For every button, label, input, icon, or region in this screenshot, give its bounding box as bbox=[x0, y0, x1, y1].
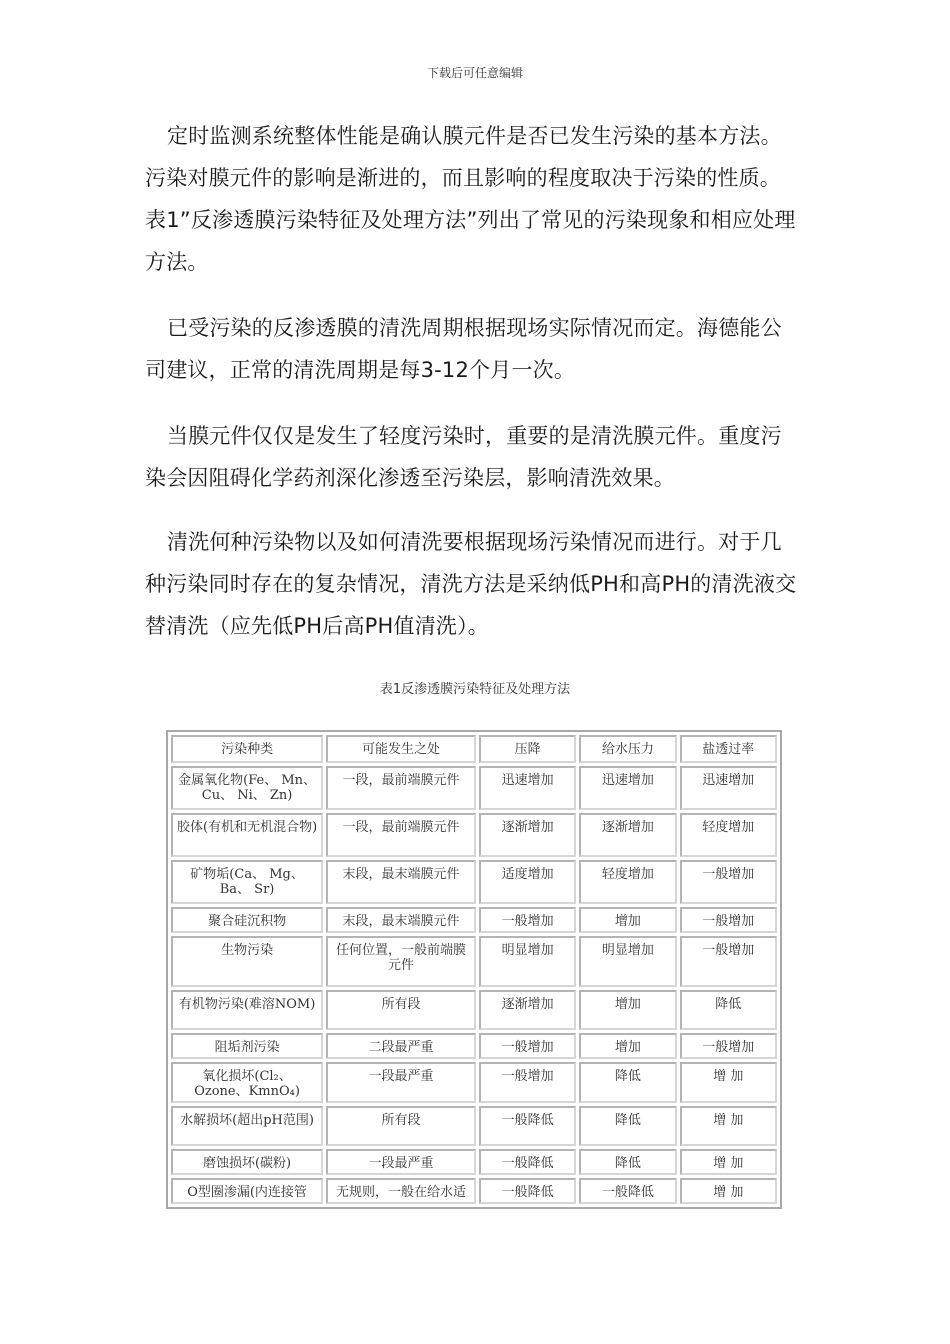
table-cell: 磨蚀损坏(碳粉) bbox=[171, 1149, 323, 1175]
table-cell: 明显增加 bbox=[579, 936, 676, 987]
table-row bbox=[171, 1149, 777, 1175]
table-cell: 降低 bbox=[579, 1106, 676, 1146]
table-cell: 适度增加 bbox=[479, 860, 576, 904]
table-row bbox=[171, 936, 777, 987]
paragraph-3: 当膜元件仅仅是发生了轻度污染时，重要的是清洗膜元件。重度污染会因阻碍化学药剂深化渗透至污染层，影响清洗效果。 bbox=[145, 424, 782, 490]
table-cell: 一般降低 bbox=[479, 1106, 576, 1146]
table-cell: 降低 bbox=[579, 1062, 676, 1103]
table-cell: 聚合硅沉积物 bbox=[171, 907, 323, 933]
paragraph-2: 已受污染的反渗透膜的清洗周期根据现场实际情况而定。海德能公司建议，正常的清洗周期是每3-12个月一次。 bbox=[145, 316, 782, 382]
table-cell: 末段，最末端膜元件 bbox=[326, 907, 476, 933]
page-header: 下载后可任意编辑 bbox=[426, 66, 523, 80]
table-cell: 明显增加 bbox=[479, 936, 576, 987]
table-cell: 二段最严重 bbox=[326, 1033, 476, 1059]
table-cell: 一段，最前端膜元件 bbox=[326, 766, 476, 810]
table-cell: 逐渐增加 bbox=[579, 813, 676, 857]
table-row bbox=[171, 1062, 777, 1103]
table-cell: 增加 bbox=[579, 907, 676, 933]
column-header: 盐透过率 bbox=[680, 735, 777, 763]
table-cell: 氧化损坏(Cl₂、Ozone、KmnO₄) bbox=[171, 1062, 323, 1103]
paragraph-4: 清洗何种污染物以及如何清洗要根据现场污染情况而进行。对于几种污染同时存在的复杂情况，清洗方法是采纳低PH和高PH的清洗液交替清洗（应先低PH后高PH值清洗）。 bbox=[145, 530, 797, 638]
table-header-row bbox=[171, 735, 777, 763]
table-cell: 一段，最前端膜元件 bbox=[326, 813, 476, 857]
table-cell: 一般增加 bbox=[479, 1062, 576, 1103]
table-row bbox=[171, 990, 777, 1030]
column-header: 可能发生之处 bbox=[326, 735, 476, 763]
column-header: 给水压力 bbox=[579, 735, 676, 763]
table-cell: 一般增加 bbox=[680, 860, 777, 904]
table-cell: 一般增加 bbox=[479, 907, 576, 933]
table-cell: 生物污染 bbox=[171, 936, 323, 987]
table-cell: 末段，最末端膜元件 bbox=[326, 860, 476, 904]
table-cell: 逐渐增加 bbox=[479, 813, 576, 857]
table-row bbox=[171, 1033, 777, 1059]
table-row bbox=[171, 766, 777, 810]
column-header: 压降 bbox=[479, 735, 576, 763]
table-cell: 一段最严重 bbox=[326, 1149, 476, 1175]
table-cell: 任何位置，一般前端膜元件 bbox=[326, 936, 476, 987]
table-cell: 迅速增加 bbox=[680, 766, 777, 810]
table-cell: 增 加 bbox=[680, 1178, 777, 1204]
table-cell: 所有段 bbox=[326, 990, 476, 1030]
table-cell: 轻度增加 bbox=[680, 813, 777, 857]
table-cell: 增 加 bbox=[680, 1106, 777, 1146]
table-cell: 所有段 bbox=[326, 1106, 476, 1146]
table-row bbox=[171, 860, 777, 904]
table-cell: 轻度增加 bbox=[579, 860, 676, 904]
table-caption: 表1反渗透膜污染特征及处理方法 bbox=[379, 682, 571, 697]
table-row bbox=[171, 813, 777, 857]
table-cell: 增加 bbox=[579, 990, 676, 1030]
table-cell: 增加 bbox=[579, 1033, 676, 1059]
table-cell: 一般增加 bbox=[479, 1033, 576, 1059]
table-cell: 矿物垢(Ca、 Mg、Ba、 Sr) bbox=[171, 860, 323, 904]
table-cell: 阻垢剂污染 bbox=[171, 1033, 323, 1059]
table-cell: 一般增加 bbox=[680, 907, 777, 933]
table-cell: 金属氧化物(Fe、 Mn、Cu、 Ni、 Zn) bbox=[171, 766, 323, 810]
table-cell: 一般增加 bbox=[680, 1033, 777, 1059]
table-cell: 迅速增加 bbox=[579, 766, 676, 810]
table-row bbox=[171, 1178, 777, 1204]
table-cell: 无规则，一般在给水适 bbox=[326, 1178, 476, 1204]
table-cell: 一般降低 bbox=[479, 1178, 576, 1204]
table-cell: 增 加 bbox=[680, 1062, 777, 1103]
table-cell: 降低 bbox=[680, 990, 777, 1030]
table-cell: 胶体(有机和无机混合物) bbox=[171, 813, 323, 857]
table-cell: 一般降低 bbox=[579, 1178, 676, 1204]
table-row bbox=[171, 907, 777, 933]
fouling-table bbox=[166, 730, 782, 1209]
table-cell: 一段最严重 bbox=[326, 1062, 476, 1103]
table-cell: 水解损坏(超出pH范围) bbox=[171, 1106, 323, 1146]
table-cell: 逐渐增加 bbox=[479, 990, 576, 1030]
table-cell: O型圈渗漏(内连接管 bbox=[171, 1178, 323, 1204]
column-header: 污染种类 bbox=[171, 735, 323, 763]
paragraph-1: 定时监测系统整体性能是确认膜元件是否已发生污染的基本方法。污染对膜元件的影响是渐进的，而且影响的程度取决于污染的性质。表1”反渗透膜污染特征及处理方法”列出了常见的污染现象和相应处理方法。 bbox=[145, 124, 796, 274]
table-cell: 有机物污染(难溶NOM) bbox=[171, 990, 323, 1030]
table-cell: 一般降低 bbox=[479, 1149, 576, 1175]
table-cell: 增 加 bbox=[680, 1149, 777, 1175]
table-cell: 降低 bbox=[579, 1149, 676, 1175]
table-cell: 迅速增加 bbox=[479, 766, 576, 810]
table-cell: 一般增加 bbox=[680, 936, 777, 987]
table-row bbox=[171, 1106, 777, 1146]
